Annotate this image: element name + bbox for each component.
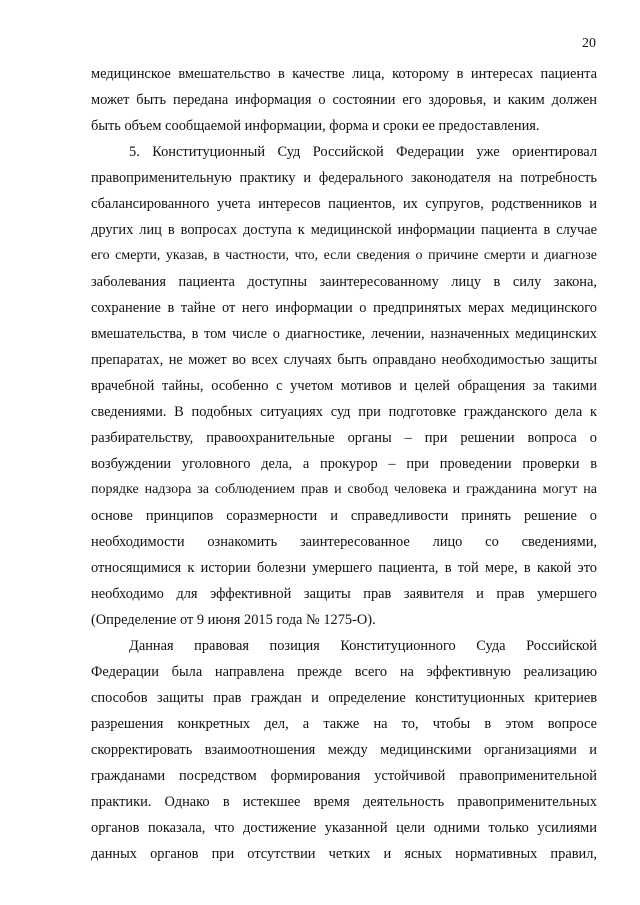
text-line: необходимости ознакомить заинтересованное лицо со сведениями,	[91, 534, 597, 550]
document-body	[91, 61, 597, 867]
text-line: может быть передана информация о состоянии его здоровья, и каким должен	[91, 92, 597, 108]
text-line: разбирательству, правоохранительные органы – при решении вопроса о	[91, 430, 597, 446]
text-line: данных органов при отсутствии четких и ясных нормативных правил,	[91, 846, 597, 862]
text-line: Федерации была направлена прежде всего на эффективную реализацию	[91, 664, 597, 680]
text-line: 5. Конституционный Суд Российской Федерации уже ориентировал	[129, 144, 597, 160]
text-line: других лиц в вопросах доступа к медицинской информации пациента в случае	[91, 222, 597, 238]
page-number: 20	[582, 36, 596, 51]
text-line: практики. Однако в истекшее время деятельность правоприменительных	[91, 794, 597, 810]
text-line: правоприменительную практику и федерального законодателя на потребность	[91, 170, 597, 186]
text-line: (Определение от 9 июня 2015 года № 1275-О).	[91, 612, 376, 628]
text-line: медицинское вмешательство в качестве лица, которому в интересах пациента	[91, 66, 597, 82]
text-line: относящимися к истории болезни умершего пациента, в той мере, в какой это	[91, 560, 597, 576]
text-line: препаратах, не может во всех случаях быть оправдано необходимостью защиты	[91, 352, 597, 368]
text-line: гражданами посредством формирования устойчивой правоприменительной	[91, 768, 597, 784]
text-line: порядке надзора за соблюдением прав и свобод человека и гражданина могут на	[91, 482, 597, 497]
text-line: сведениями. В подобных ситуациях суд при подготовке гражданского дела к	[91, 404, 597, 420]
text-line: необходимо для эффективной защиты прав заявителя и прав умершего	[91, 586, 597, 602]
text-line: скорректировать взаимоотношения между медицинскими организациями и	[91, 742, 597, 758]
text-line: Данная правовая позиция Конституционного Суда Российской	[129, 638, 597, 654]
text-line: органов показала, что достижение указанной цели одними только усилиями	[91, 820, 597, 836]
text-line: основе принципов соразмерности и справедливости принять решение о	[91, 508, 597, 524]
text-line: сохранение в тайне от него информации о предпринятых мерах медицинского	[91, 300, 597, 316]
text-line: быть объем сообщаемой информации, форма и сроки ее предоставления.	[91, 118, 540, 134]
text-line: врачебной тайны, особенно с учетом мотивов и целей обращения за такими	[91, 378, 597, 394]
text-line: способов защиты прав граждан и определение конституционных критериев	[91, 690, 597, 706]
text-line: сбалансированного учета интересов пациентов, их супругов, родственников и	[91, 196, 597, 212]
text-line: возбуждении уголовного дела, а прокурор – при проведении проверки в	[91, 456, 597, 472]
text-line: разрешения конкретных дел, а также на то, чтобы в этом вопросе	[91, 716, 597, 732]
text-line: заболевания пациента доступны заинтересованному лицу в силу закона,	[91, 274, 597, 290]
text-line: его смерти, указав, в частности, что, если сведения о причине смерти и диагнозе	[91, 248, 597, 263]
text-line: вмешательства, в том числе о диагностике, лечении, назначенных медицинских	[91, 326, 597, 342]
